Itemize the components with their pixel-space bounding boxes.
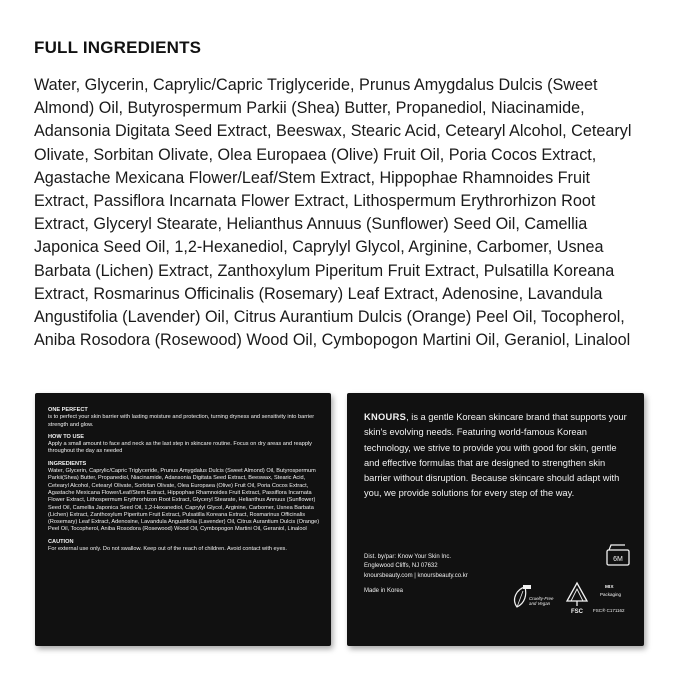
box-side-panel-right	[347, 393, 644, 646]
brand-name: KNOURS	[364, 412, 407, 422]
distributor-info	[364, 553, 468, 581]
made-in-label: Made in Korea	[364, 588, 404, 594]
ingredients-title: INGREDIENTS	[48, 460, 87, 467]
distributor-websites: knoursbeauty.com | knoursbeauty.co.kr	[364, 572, 468, 579]
one-perfect-title: ONE PERFECT	[48, 407, 88, 413]
how-to-use-title: HOW TO USE	[48, 433, 84, 440]
left-panel-text	[48, 407, 320, 553]
cruelty-free-label: Cruelty-Free and Vegan	[529, 596, 554, 606]
fsc-code: FSC® C171162	[593, 608, 625, 613]
box-side-panel-left	[35, 393, 331, 646]
one-perfect-text: is to perfect your skin barrier with lasting moisture and protection, turning dryness and sensitivity into barrier strength and glow.	[48, 414, 315, 428]
caution-text: For external use only. Do not swallow. Keep out of the reach of children. Avoid contact with eyes.	[48, 546, 287, 553]
distributor-line: Dist. by/par: Know Your Skin Inc.	[364, 554, 452, 560]
distributor-address: Englewood Cliffs, NJ 07632	[364, 563, 438, 570]
certification-icons	[507, 541, 635, 621]
brand-description	[364, 410, 632, 502]
page-title: FULL INGREDIENTS	[34, 38, 202, 57]
fsc-packaging-label: Packaging	[600, 592, 622, 597]
ingredients-small-text: Water, Glycerin, Caprylic/Capric Triglyceride, Prunus Amygdalus Dulcis (Sweet Almond) Oil, Butyrospermum Parkii(Shea) Butter, Propanediol, Niacinamide, Adansonia Digitata Seed Extract, Beeswax, Stearic Acid, Cetearyl Alcohol, Cetearyl Olivate, Sorbitan Olivate, Olea Europaea (Olive) Fruit Oil, Poria Cocos Extract, Agastache Mexicana Flower/Leaf/Stem Extract, Hippophae Rhamnoides Fruit Extract, Passiflora Incarnata Flower Extract, Lithospermum Erythrorhizon Root Extract, Glyceryl Stearate, Helianthus Annuus (Sunflower) Seed Oil, Camellia Japonica Seed Oil, 1,2-Hexanediol, Caprylyl Glycol, Arginine, Carbomer, Usnea Barbata (Lichen) Extract, Zanthoxylum Piperitum Fruit Extract, Pulsatilla Koreana Extract, Rosmarinus Officinalis (Rosemary) Leaf Extract, Adenosine, Lavandula Angustifolia (Lavender) Oil, Citrus Aurantium Dulcis (Orange) Peel Oil, Tocopherol, Aniba Rosodora (Rosewood) Wood Oil, Cymbopogon Martini Oil, Geraniol, Linalool	[48, 468, 320, 533]
ingredients-list: Water, Glycerin, Caprylic/Capric Triglyceride, Prunus Amygdalus Dulcis (Sweet Almond) Oil, Butyrospermum Parkii (Shea) Butter, Propanediol, Niacinamide, Adansonia Digitata Seed Extract, Beeswax, Stearic Acid, Cetearyl Alcohol, Cetearyl Olivate, Sorbitan Olivate, Olea Europaea (Olive) Fruit Oil, Poria Cocos Extract, Agastache Mexicana Flower/Leaf/Stem Extract, Hippophae Rhamnoides Fruit Extract, Passiflora Incarnata Flower Extract, Lithospermum Erythrorhizon Root Extract, Glyceryl Stearate, Helianthus Annuus (Sunflower) Seed Oil, Camellia Japonica Seed Oil, 1,2-Hexanediol, Caprylyl Glycol, Arginine, Carbomer, Usnea Barbata (Lichen) Extract, Zanthoxylum Piperitum Fruit Extract, Pulsatilla Koreana Extract, Rosmarinus Officinalis (Rosemary) Leaf Extract, Adenosine, Lavandula Angustifolia (Lavender) Oil, Citrus Aurantium Dulcis (Orange) Peel Oil, Tocopherol, Aniba Rosodora (Rosewood) Wood Oil, Cymbopogon Martini Oil, Geraniol, Linalool	[34, 76, 632, 350]
brand-description-text: , is a gentle Korean skincare brand that supports your skin's evolving needs. Featuring world-famous Korean technology, we strive to provide you with good for skin, gentle and effective formulas that are designed to strengthen skin barrier without disruption. Because skincare should adapt with you, we provide solutions for every step of the way.	[364, 412, 627, 499]
pao-label: 6M	[613, 556, 623, 563]
fsc-tree-icon	[563, 581, 591, 615]
fsc-mix-label: MIX	[605, 585, 614, 590]
caution-title: CAUTION	[48, 538, 74, 545]
fsc-label: FSC	[571, 609, 583, 615]
jar-pao-icon	[605, 541, 631, 567]
how-to-use-text: Apply a small amount to face and neck as the last step in skincare routine. Focus on dry areas and reapply throughout the day as needed	[48, 441, 312, 455]
